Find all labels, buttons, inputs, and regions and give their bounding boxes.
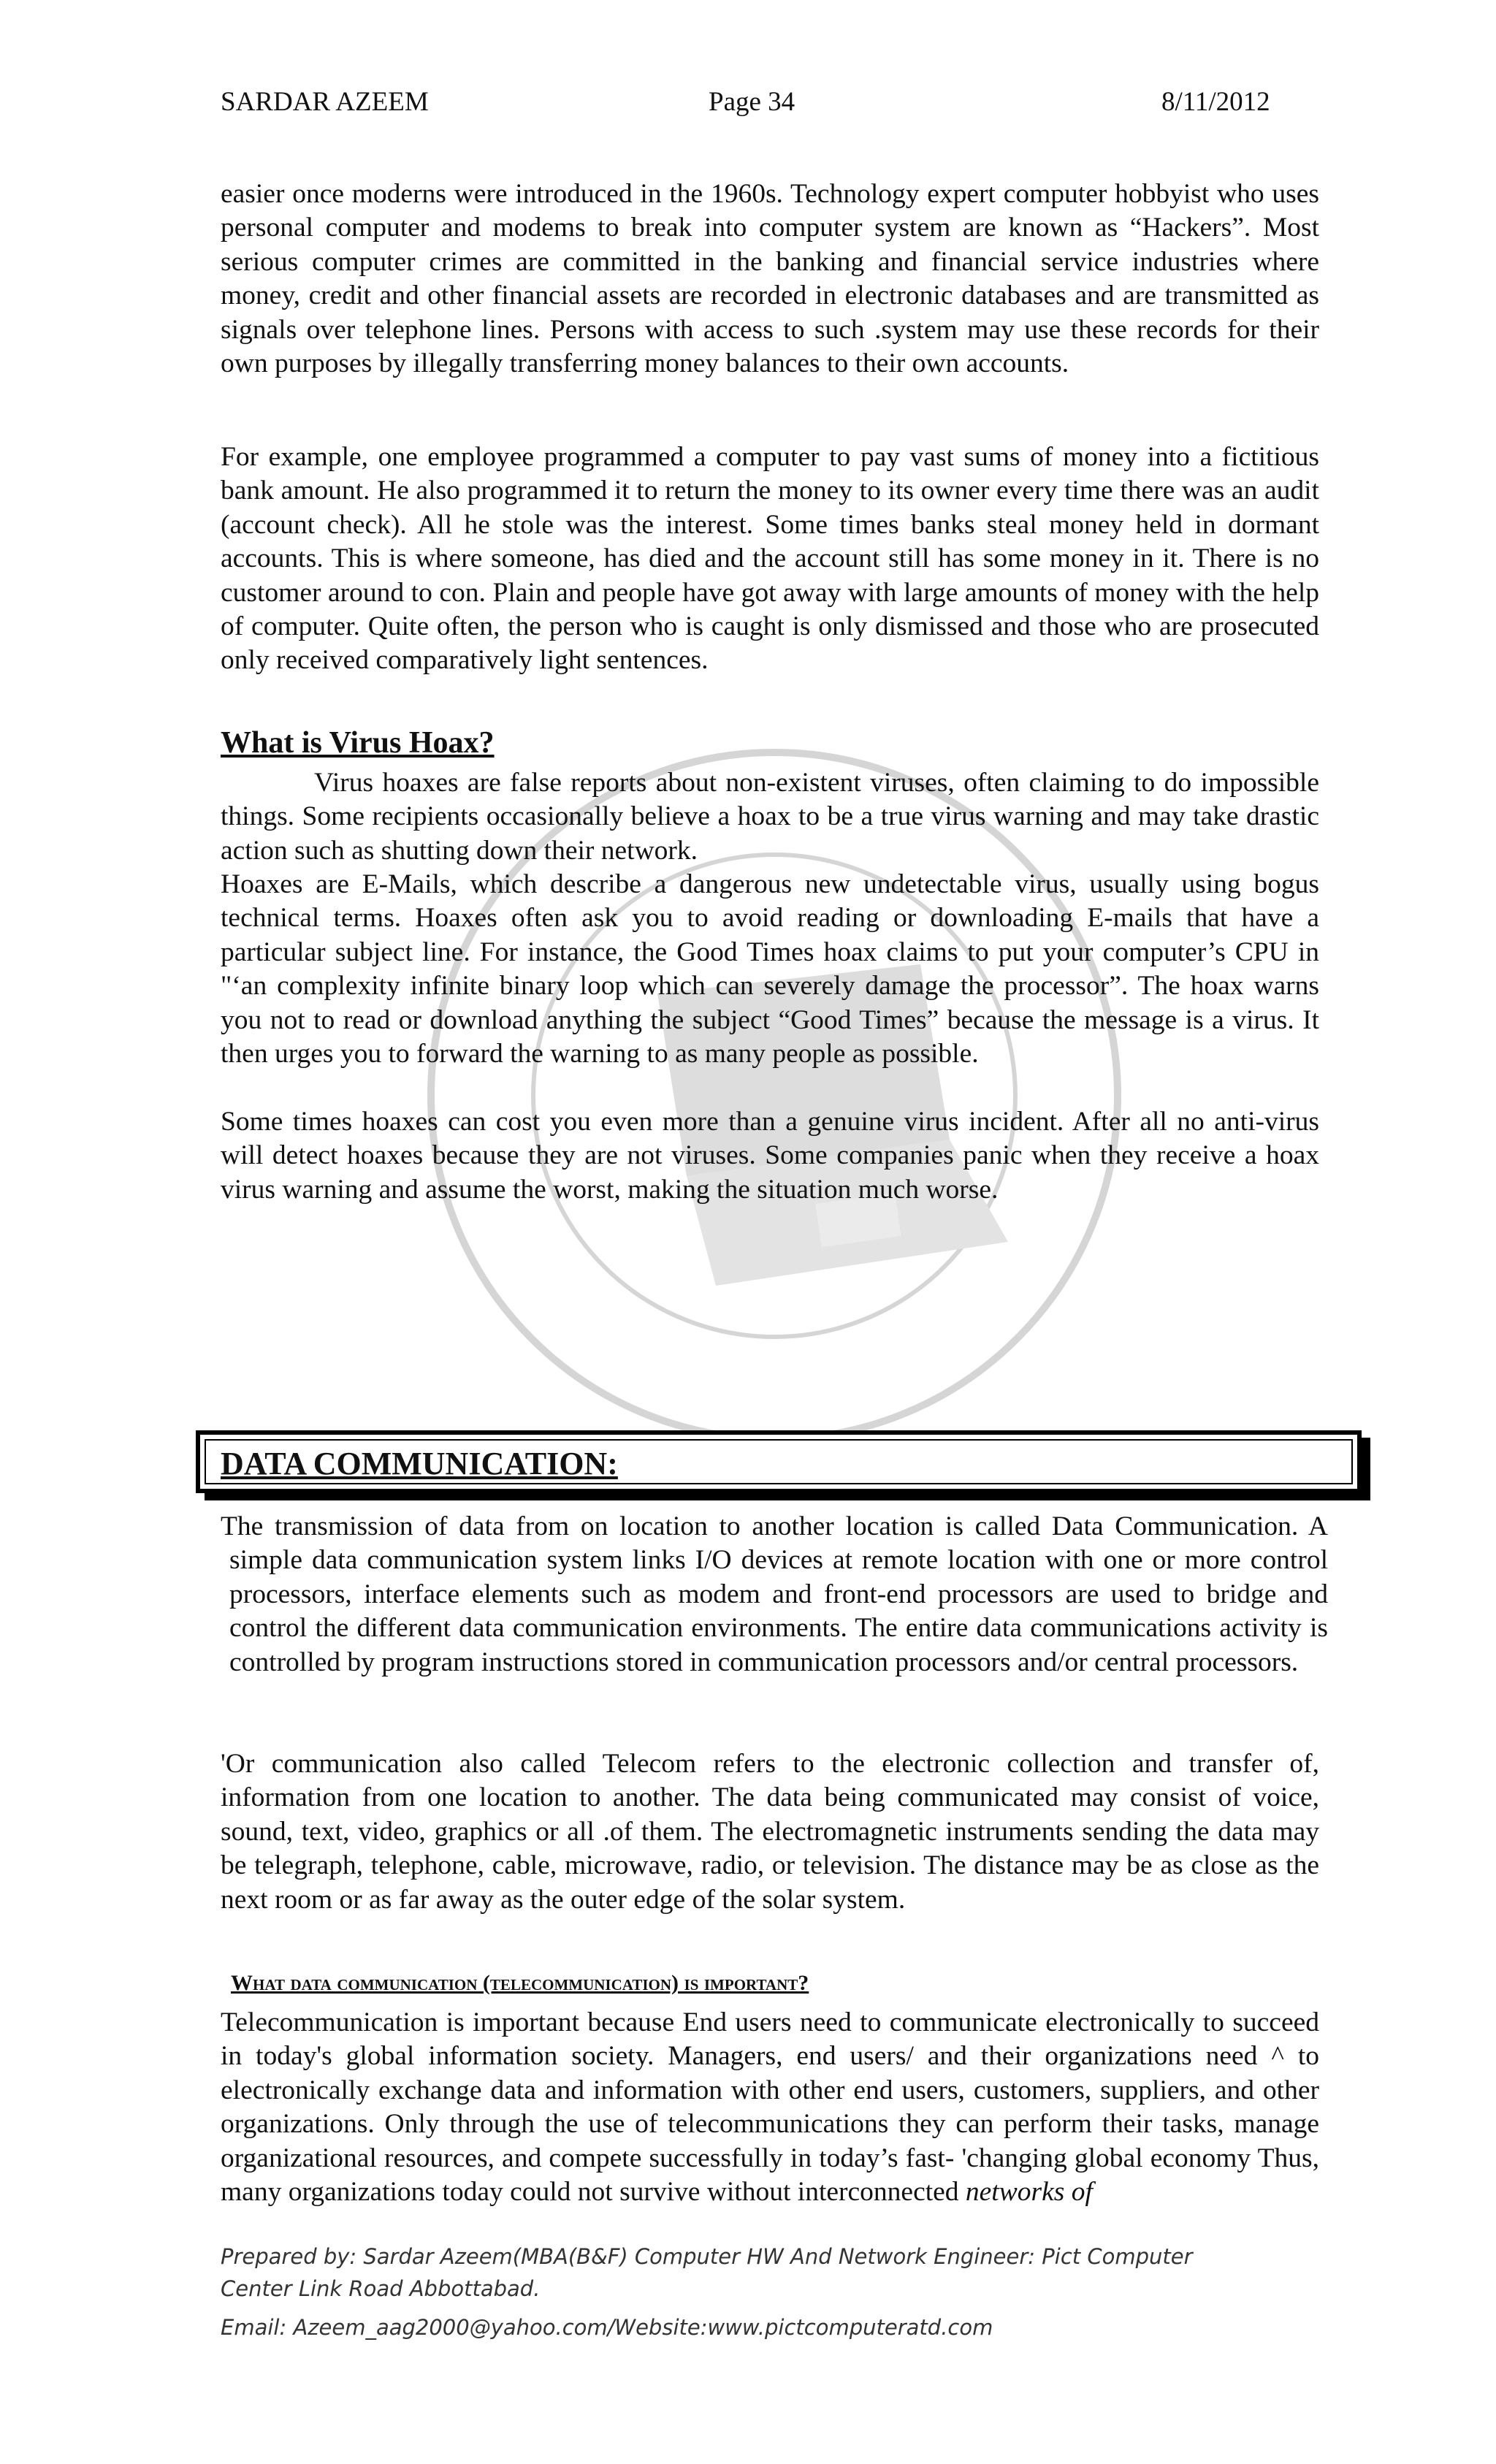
data-communication-paragraph-2: 'Or communication also called Telecom refers to the electronic collection and transfer of, information from one location to another. The data being communicated may consist of voice, sound, text, video, graphics or all .of them. The electromagnetic instruments sending the data may be telegraph, telephone, cable, microwave, radio, or television. The distance may be as close as the next room or as far away as the outer edge of the solar system. [221,1749,1319,1915]
footer-line-2: Center Link Road Abbottabad. [221,2276,541,2301]
importance-paragraph-tail: networks of [965,2177,1093,2208]
virus-hoax-heading: What is Virus Hoax? [221,726,495,760]
paragraph-example: For example, one employee programmed a computer to pay vast sums of money into a fictitious bank amount. He also programmed it to return the money to its owner every time there was an audit (account check). All he stole was the interest. Some times banks steal money held in dormant accounts. This is where someone, has died and the account still has some money in it. There is no customer around to con. Plain and people have got away with large amounts of money with the help of computer. Quite often, the person who is caught is only dismissed and those who are prosecuted only received comparatively light sentences. [221,442,1319,676]
header-date: 8/11/2012 [1161,87,1270,117]
section-title-box [196,1430,1362,1493]
footer-line-1: Prepared by: Sardar Azeem(MBA(B&F) Computer HW And Network Engineer: Pict Computer [221,2244,1193,2269]
importance-paragraph [221,2006,1319,2209]
paragraph-hackers: easier once moderns were introduced in the 1960s. Technology expert computer hobbyist who uses personal computer and modems to break into computer system are known as “Hackers”. Most serious computer crimes are committed in the banking and financial service industries where money, credit and other financial assets are recorded in electronic databases and are transmitted as signals over telephone lines. Persons with access to such .system may use these records for their own purposes by illegally transferring money balances to their own accounts. [221,179,1319,379]
footer-line-3: Email: Azeem_aag2000@yahoo.com/Website:www.pictcomputeratd.com [221,2315,993,2340]
data-communication-heading: DATA COMMUNICATION: [221,1446,618,1481]
header-page-number: Page 34 [709,87,795,117]
virus-hoax-paragraph-3: Some times hoaxes can cost you even more than a genuine virus incident. After all no anti-virus will detect hoaxes because they are not viruses. Some companies panic when they receive a hoax virus warning and assume the worst, making the situation much worse. [221,1107,1319,1205]
importance-paragraph-text: Telecommunication is important because End users need to communicate electronically to succeed in today's global information society. Managers, end users/ and their organizations need ^ to electronically exchange data and information with other end users, customers, suppliers, and other organizations. Only through the use of telecommunications they can perform their tasks, manage organizational resources, and compete successfully in today’s fast- 'changing global economy Thus, many organizations today could not survive without interconnected [221,2007,1319,2208]
data-communication-paragraph-1: The transmission of data from on location to another location is called Data Communication. A simple data communication system links I/O devices at remote location with one or more control processors, interface elements such as modem and front-end processors are used to bridge and control the different data communication environments. The entire data communications activity is controlled by program instructions stored in communication processors and/or central processors. [221,1511,1328,1677]
page-header [0,86,1496,130]
section-title-inner-border [205,1439,1353,1484]
virus-hoax-paragraph-1: Virus hoaxes are false reports about non-existent viruses, often claiming to do impossible things. Some recipients occasionally believe a hoax to be a true virus warning and may take drastic action such as shutting down their network. [221,768,1319,866]
importance-heading: What data communication (telecommunication) is important? [231,1971,809,1995]
virus-hoax-paragraph-2: Hoaxes are E-Mails, which describe a dangerous new undetectable virus, usually using bogus technical terms. Hoaxes often ask you to avoid reading or downloading E-mails that have a particular subject line. For instance, the Good Times hoax claims to put your computer’s CPU in "‘an complexity infinite binary loop which can severely damage the processor”. The hoax warns you not to read or download anything the subject “Good Times” because the message is a virus. It then urges you to forward the warning to as many people as possible. [221,869,1319,1069]
header-author: SARDAR AZEEM [221,87,429,117]
